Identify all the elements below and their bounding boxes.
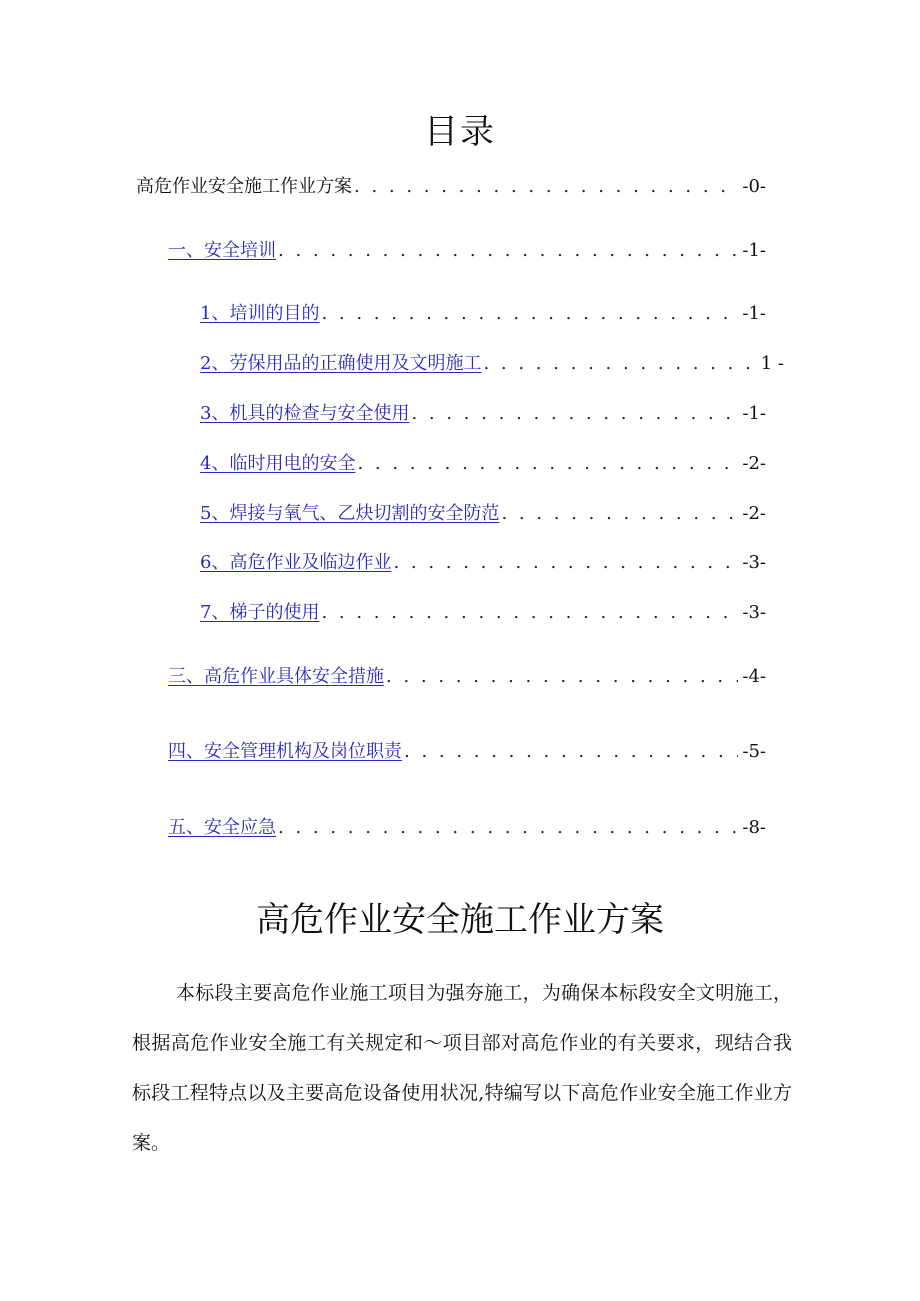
body-paragraph: 本标段主要高危作业施工项目为强夯施工，为确保本标段安全文明施工，根据高危作业安全施工有关规定和～项目部对高危作业的有关要求，现结合我标段工程特点以及主要高危设备使用状况,特编写以下高危作业安全施工作业方案。 <box>132 982 792 1154</box>
toc-leader-dots <box>357 451 738 477</box>
toc-entry-welding-cutting[interactable] <box>200 501 766 527</box>
toc-page-number: -1- <box>742 240 766 261</box>
toc-page-number: -2- <box>742 503 766 524</box>
toc-page-number: -4- <box>742 666 766 687</box>
toc-entry-protective-equipment[interactable] <box>200 351 784 377</box>
toc-leader-dots <box>404 739 738 765</box>
toc-entry-tool-inspection[interactable] <box>200 401 766 427</box>
toc-entry-link[interactable]: 一、安全培训 <box>168 240 276 261</box>
toc-entry-link[interactable]: 4、临时用电的安全 <box>200 453 356 474</box>
toc-page-number: -3- <box>742 602 766 623</box>
toc-leader-dots <box>483 351 756 377</box>
toc-page-number: -3- <box>742 552 766 573</box>
toc-entry-link[interactable]: 三、高危作业具体安全措施 <box>168 666 384 687</box>
toc-entry-link[interactable]: 四、安全管理机构及岗位职责 <box>168 741 402 762</box>
toc-leader-dots <box>321 301 738 327</box>
toc-entry-link[interactable]: 5、焊接与氧气、乙炔切割的安全防范 <box>200 503 500 524</box>
toc-leader-dots <box>278 238 738 264</box>
toc-page-number: -8- <box>742 817 766 838</box>
toc-entry-temporary-electricity[interactable] <box>200 451 766 477</box>
toc-leader-dots <box>411 401 738 427</box>
toc-entry-link[interactable]: 五、安全应急 <box>168 817 276 838</box>
toc-entry-management-organization[interactable] <box>168 739 766 765</box>
toc-entry-safety-training[interactable] <box>168 238 766 264</box>
toc-entry-ladder-use[interactable] <box>200 600 766 626</box>
toc-leader-dots <box>321 600 738 626</box>
toc-page-number: -1- <box>742 303 766 324</box>
toc-page-number: -2- <box>742 453 766 474</box>
toc-leader-dots <box>278 815 738 841</box>
toc-entry-safety-measures[interactable] <box>168 664 766 690</box>
toc-leader-dots <box>501 501 738 527</box>
toc-leader-dots <box>386 664 738 690</box>
toc-entry-link[interactable]: 1、培训的目的 <box>200 303 320 324</box>
toc-entry-label: 高危作业安全施工作业方案 <box>136 176 352 197</box>
toc-entry-link[interactable]: 6、高危作业及临边作业 <box>200 552 392 573</box>
document-title: 高危作业安全施工作业方案 <box>256 900 664 940</box>
toc-leader-dots <box>393 550 738 576</box>
toc-entry-link[interactable]: 3、机具的检查与安全使用 <box>200 403 410 424</box>
toc-page-number: 1 - <box>760 353 784 374</box>
toc-page-number: -1- <box>742 403 766 424</box>
toc-entry-link[interactable]: 2、劳保用品的正确使用及文明施工 <box>200 353 482 374</box>
toc-title: 目录 <box>424 112 496 152</box>
toc-entry-main <box>136 174 766 200</box>
toc-leader-dots <box>354 174 738 200</box>
toc-entry-high-risk-edge-work[interactable] <box>200 550 766 576</box>
toc-page-number: -5- <box>742 741 766 762</box>
toc-entry-training-purpose[interactable] <box>200 301 766 327</box>
toc-page-number: -0- <box>742 176 766 197</box>
toc-entry-emergency[interactable] <box>168 815 766 841</box>
toc-entry-link[interactable]: 7、梯子的使用 <box>200 602 320 623</box>
